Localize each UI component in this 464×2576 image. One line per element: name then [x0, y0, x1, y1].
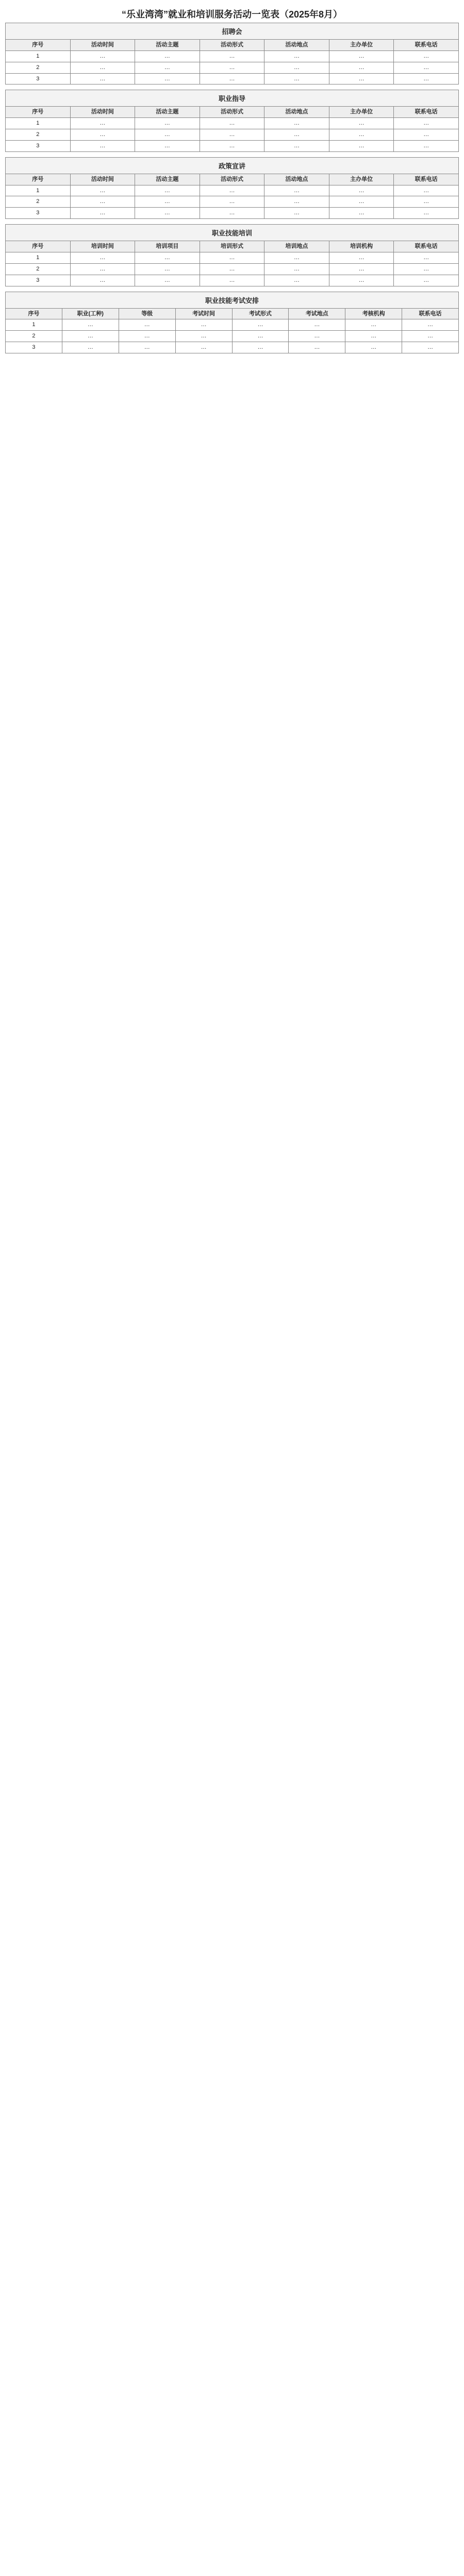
column-header: 等级 — [119, 308, 175, 319]
table-cell: … — [394, 73, 459, 84]
table-cell: … — [200, 50, 264, 62]
table-cell: … — [329, 62, 394, 73]
table-cell: … — [264, 196, 329, 208]
table-cell: … — [62, 342, 119, 353]
table-cell: … — [329, 50, 394, 62]
table-cell: … — [329, 263, 394, 275]
column-header: 活动时间 — [70, 107, 135, 118]
table-header-row — [6, 174, 459, 185]
column-header: 联系电话 — [394, 107, 459, 118]
table-row — [6, 319, 459, 331]
table-cell: … — [62, 331, 119, 342]
table-cell: … — [135, 73, 200, 84]
table-row — [6, 73, 459, 84]
table-cell: … — [394, 196, 459, 208]
column-header: 活动主题 — [135, 40, 200, 51]
table-row — [6, 129, 459, 141]
column-header: 培训机构 — [329, 241, 394, 252]
table-cell: … — [135, 129, 200, 141]
table-row — [6, 185, 459, 196]
table-cell: … — [135, 118, 200, 129]
table-cell: … — [394, 208, 459, 219]
column-header: 活动主题 — [135, 174, 200, 185]
page — [0, 0, 464, 369]
column-header: 考核机构 — [345, 308, 402, 319]
table-cell: … — [70, 62, 135, 73]
schedule-table — [5, 106, 459, 151]
table-cell: … — [135, 140, 200, 151]
section-title: 招聘会 — [5, 23, 459, 39]
table-cell: … — [264, 50, 329, 62]
table-cell: … — [394, 185, 459, 196]
table-header-row — [6, 241, 459, 252]
column-header: 主办单位 — [329, 174, 394, 185]
table-cell: … — [119, 319, 175, 331]
table-cell: … — [70, 185, 135, 196]
schedule-table — [5, 39, 459, 84]
table-cell: … — [329, 252, 394, 263]
table-cell: … — [264, 73, 329, 84]
table-cell: … — [394, 140, 459, 151]
table-cell: … — [329, 129, 394, 141]
table-cell: … — [264, 252, 329, 263]
table-cell: 3 — [6, 275, 71, 286]
table-cell: … — [200, 73, 264, 84]
table-cell: … — [329, 185, 394, 196]
table-header-row — [6, 40, 459, 51]
column-header: 活动地点 — [264, 40, 329, 51]
table-cell: … — [200, 196, 264, 208]
table-cell: … — [70, 275, 135, 286]
table-cell: 1 — [6, 185, 71, 196]
table-cell: 1 — [6, 118, 71, 129]
table-row — [6, 208, 459, 219]
table-row — [6, 62, 459, 73]
table-cell: … — [264, 62, 329, 73]
table-cell: … — [62, 319, 119, 331]
table-cell: … — [329, 196, 394, 208]
column-header: 活动形式 — [200, 40, 264, 51]
table-row — [6, 331, 459, 342]
table-cell: … — [135, 196, 200, 208]
table-cell: … — [394, 252, 459, 263]
table-cell: … — [135, 185, 200, 196]
column-header: 序号 — [6, 174, 71, 185]
table-cell: … — [264, 118, 329, 129]
column-header: 考试地点 — [289, 308, 345, 319]
column-header: 培训形式 — [200, 241, 264, 252]
table-cell: 2 — [6, 196, 71, 208]
table-cell: … — [264, 263, 329, 275]
table-cell: … — [200, 62, 264, 73]
table-cell: … — [345, 319, 402, 331]
table-cell: … — [394, 62, 459, 73]
table-cell: … — [119, 331, 175, 342]
table-cell: … — [394, 275, 459, 286]
table-cell: 3 — [6, 73, 71, 84]
table-cell: … — [345, 342, 402, 353]
table-cell: … — [70, 118, 135, 129]
table-cell: … — [329, 118, 394, 129]
column-header: 活动时间 — [70, 40, 135, 51]
table-cell: … — [345, 331, 402, 342]
table-cell: … — [70, 263, 135, 275]
table-cell: … — [175, 319, 232, 331]
column-header: 联系电话 — [402, 308, 459, 319]
column-header: 考试形式 — [232, 308, 289, 319]
table-cell: … — [200, 129, 264, 141]
column-header: 序号 — [6, 241, 71, 252]
table-cell: … — [135, 252, 200, 263]
page-title: “乐业湾湾”就业和培训服务活动一览表（2025年8月） — [121, 9, 343, 20]
table-cell: … — [70, 129, 135, 141]
table-cell: … — [70, 196, 135, 208]
column-header: 活动形式 — [200, 174, 264, 185]
table-cell: … — [394, 50, 459, 62]
section-title: 职业技能考试安排 — [5, 292, 459, 308]
column-header: 活动地点 — [264, 174, 329, 185]
table-header-row — [6, 308, 459, 319]
table-row — [6, 196, 459, 208]
table-cell: 2 — [6, 331, 62, 342]
table-cell: … — [70, 252, 135, 263]
column-header: 培训时间 — [70, 241, 135, 252]
column-header: 培训项目 — [135, 241, 200, 252]
table-cell: … — [135, 62, 200, 73]
table-cell: … — [264, 129, 329, 141]
table-cell: … — [200, 263, 264, 275]
table-cell: … — [135, 275, 200, 286]
table-row — [6, 275, 459, 286]
table-cell: 1 — [6, 50, 71, 62]
column-header: 序号 — [6, 40, 71, 51]
table-cell: … — [394, 263, 459, 275]
table-cell: … — [135, 50, 200, 62]
table-cell: … — [175, 342, 232, 353]
table-cell: … — [329, 208, 394, 219]
table-cell: … — [70, 73, 135, 84]
table-cell: 1 — [6, 319, 62, 331]
table-cell: … — [289, 342, 345, 353]
table-row — [6, 140, 459, 151]
table-cell: … — [135, 208, 200, 219]
table-cell: … — [135, 263, 200, 275]
table-cell: … — [232, 342, 289, 353]
table-cell: 2 — [6, 62, 71, 73]
column-header: 活动形式 — [200, 107, 264, 118]
sections-container — [5, 23, 459, 353]
table-cell: … — [264, 140, 329, 151]
table-cell: … — [329, 73, 394, 84]
column-header: 培训地点 — [264, 241, 329, 252]
table-cell: … — [402, 319, 459, 331]
table-cell: … — [289, 331, 345, 342]
column-header: 职业(工种) — [62, 308, 119, 319]
table-cell: … — [200, 185, 264, 196]
section-title: 政策宣讲 — [5, 157, 459, 174]
column-header: 活动主题 — [135, 107, 200, 118]
schedule-table — [5, 174, 459, 219]
table-cell: … — [70, 208, 135, 219]
section-title: 职业指导 — [5, 90, 459, 106]
column-header: 联系电话 — [394, 40, 459, 51]
table-cell: … — [329, 275, 394, 286]
table-cell: … — [402, 331, 459, 342]
schedule-table — [5, 241, 459, 286]
table-row — [6, 263, 459, 275]
column-header: 活动地点 — [264, 107, 329, 118]
table-cell: … — [394, 129, 459, 141]
table-row — [6, 50, 459, 62]
table-cell: … — [264, 185, 329, 196]
column-header: 活动时间 — [70, 174, 135, 185]
table-row — [6, 118, 459, 129]
table-cell: … — [200, 208, 264, 219]
table-cell: … — [289, 319, 345, 331]
column-header: 序号 — [6, 107, 71, 118]
table-cell: … — [232, 319, 289, 331]
table-cell: … — [329, 140, 394, 151]
table-cell: 3 — [6, 140, 71, 151]
schedule-table — [5, 308, 459, 353]
table-cell: … — [200, 252, 264, 263]
table-cell: … — [70, 140, 135, 151]
column-header: 联系电话 — [394, 241, 459, 252]
section-title: 职业技能培训 — [5, 224, 459, 241]
table-cell: … — [394, 118, 459, 129]
table-row — [6, 252, 459, 263]
column-header: 主办单位 — [329, 107, 394, 118]
column-header: 考试时间 — [175, 308, 232, 319]
table-cell: 1 — [6, 252, 71, 263]
table-cell: … — [232, 331, 289, 342]
table-cell: … — [264, 275, 329, 286]
table-cell: … — [200, 118, 264, 129]
table-cell: … — [200, 275, 264, 286]
table-cell: … — [402, 342, 459, 353]
table-cell: 2 — [6, 263, 71, 275]
table-cell: … — [175, 331, 232, 342]
column-header: 主办单位 — [329, 40, 394, 51]
table-cell: 2 — [6, 129, 71, 141]
table-cell: … — [264, 208, 329, 219]
table-cell: … — [119, 342, 175, 353]
table-cell: … — [200, 140, 264, 151]
table-cell: 3 — [6, 208, 71, 219]
table-cell: … — [70, 50, 135, 62]
column-header: 序号 — [6, 308, 62, 319]
table-header-row — [6, 107, 459, 118]
table-cell: 3 — [6, 342, 62, 353]
table-row — [6, 342, 459, 353]
column-header: 联系电话 — [394, 174, 459, 185]
